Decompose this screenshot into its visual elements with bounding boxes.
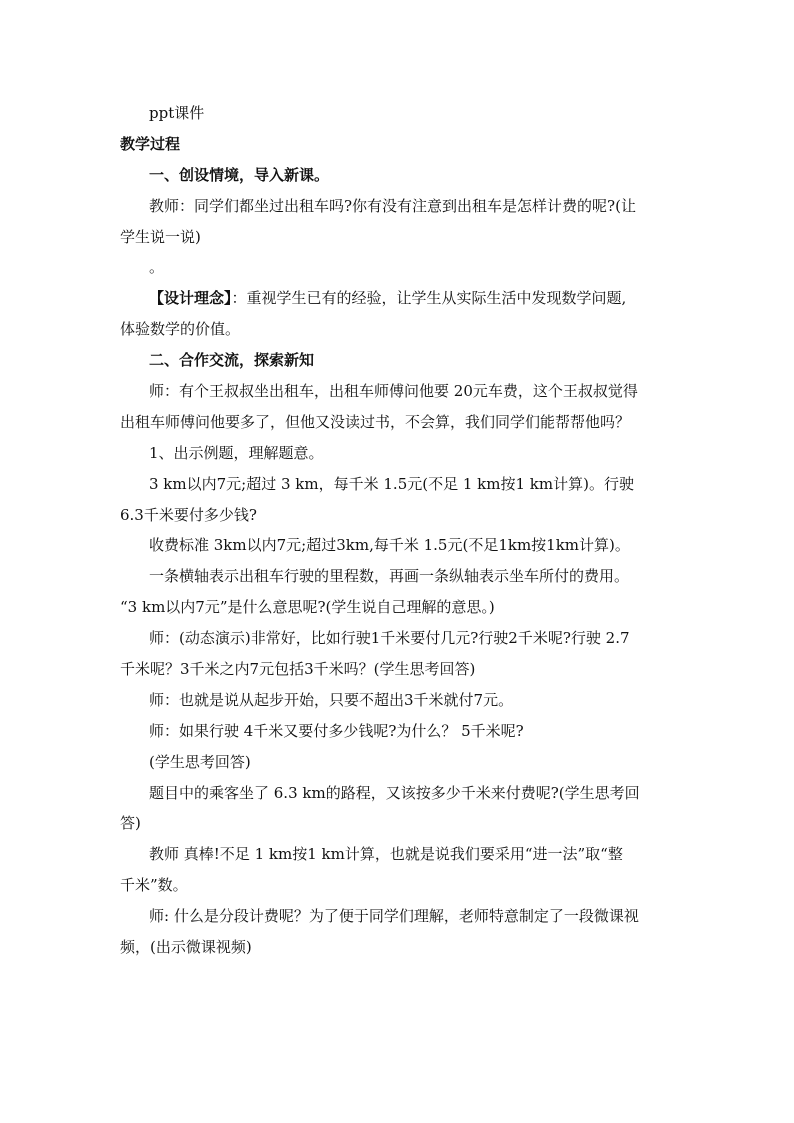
paragraph-line: 答)	[120, 814, 141, 833]
paragraph-line: “3 km以内7元”是什么意思呢?(学生说自己理解的意思。)	[120, 598, 495, 617]
paragraph-line: 。	[149, 258, 165, 277]
paragraph-line: 教师：同学们都坐过出租车吗?你有没有注意到出租车是怎样计费的呢?(让	[149, 196, 636, 215]
paragraph-line: 千米呢？3千米之内7元包括3千米吗？(学生思考回答)	[120, 660, 476, 679]
paragraph-line: 师：也就是说从起步开始，只要不超出3千米就付7元。	[149, 690, 514, 709]
paragraph-line: 频，(出示微课视频)	[120, 938, 252, 957]
paragraph-line: 一条横轴表示出租车行驶的里程数，再画一条纵轴表示坐车所付的费用。	[149, 567, 630, 586]
paragraph-line: 千米”数。	[120, 876, 188, 895]
paragraph-line: 教师 真棒!不足 1 km按1 km计算，也就是说我们要采用“进一法”取“整	[149, 845, 623, 864]
design-concept-line	[120, 283, 676, 314]
paragraph-line: (学生思考回答)	[149, 752, 251, 771]
paragraph-line: 1、出示例题，理解题意。	[149, 443, 324, 462]
design-concept-text: ：重视学生已有的经验，让学生从实际生活中发现数学问题,	[231, 289, 627, 308]
paragraph-line: 出租车师傅问他要多了，但他又没读过书，不会算，我们同学们能帮帮他吗？	[120, 412, 631, 431]
paragraph-line: 学生说一说)	[120, 227, 201, 246]
header-note: ppt课件	[149, 104, 205, 122]
paragraph-line: 收费标准 3km以内7元;超过3km,每千米 1.5元(不足1km按1km计算)。	[149, 536, 630, 555]
heading-part-two: 二、合作交流，探索新知	[149, 351, 315, 370]
document-body	[120, 98, 676, 963]
design-concept-label: 【设计理念】	[149, 289, 232, 308]
paragraph-line: 题目中的乘客坐了 6.3 km的路程，又该按多少千米来付费呢?(学生思考回	[149, 783, 640, 802]
paragraph-line: 6.3千米要付多少钱?	[120, 505, 257, 524]
paragraph-line: 师：有个王叔叔坐出租车，出租车师傅问他要 20元车费，这个王叔叔觉得	[149, 382, 638, 401]
paragraph-line: 3 km以内7元;超过 3 km，每千米 1.5元(不足 1 km按1 km计算)。行驶	[149, 474, 634, 493]
section-title-teaching-process: 教学过程	[120, 134, 181, 153]
heading-part-one: 一、创设情境，导入新课。	[149, 165, 330, 184]
paragraph-line: 师：(动态演示)非常好，比如行驶1千米要付几元?行驶2千米呢?行驶 2.7	[149, 629, 630, 648]
paragraph-line: 师: 什么是分段计费呢？为了便于同学们理解，老师特意制定了一段微课视	[149, 907, 639, 926]
paragraph-line: 体验数学的价值。	[120, 320, 241, 339]
paragraph-line: 师：如果行驶 4千米又要付多少钱呢?为什么？ 5千米呢?	[149, 721, 524, 740]
